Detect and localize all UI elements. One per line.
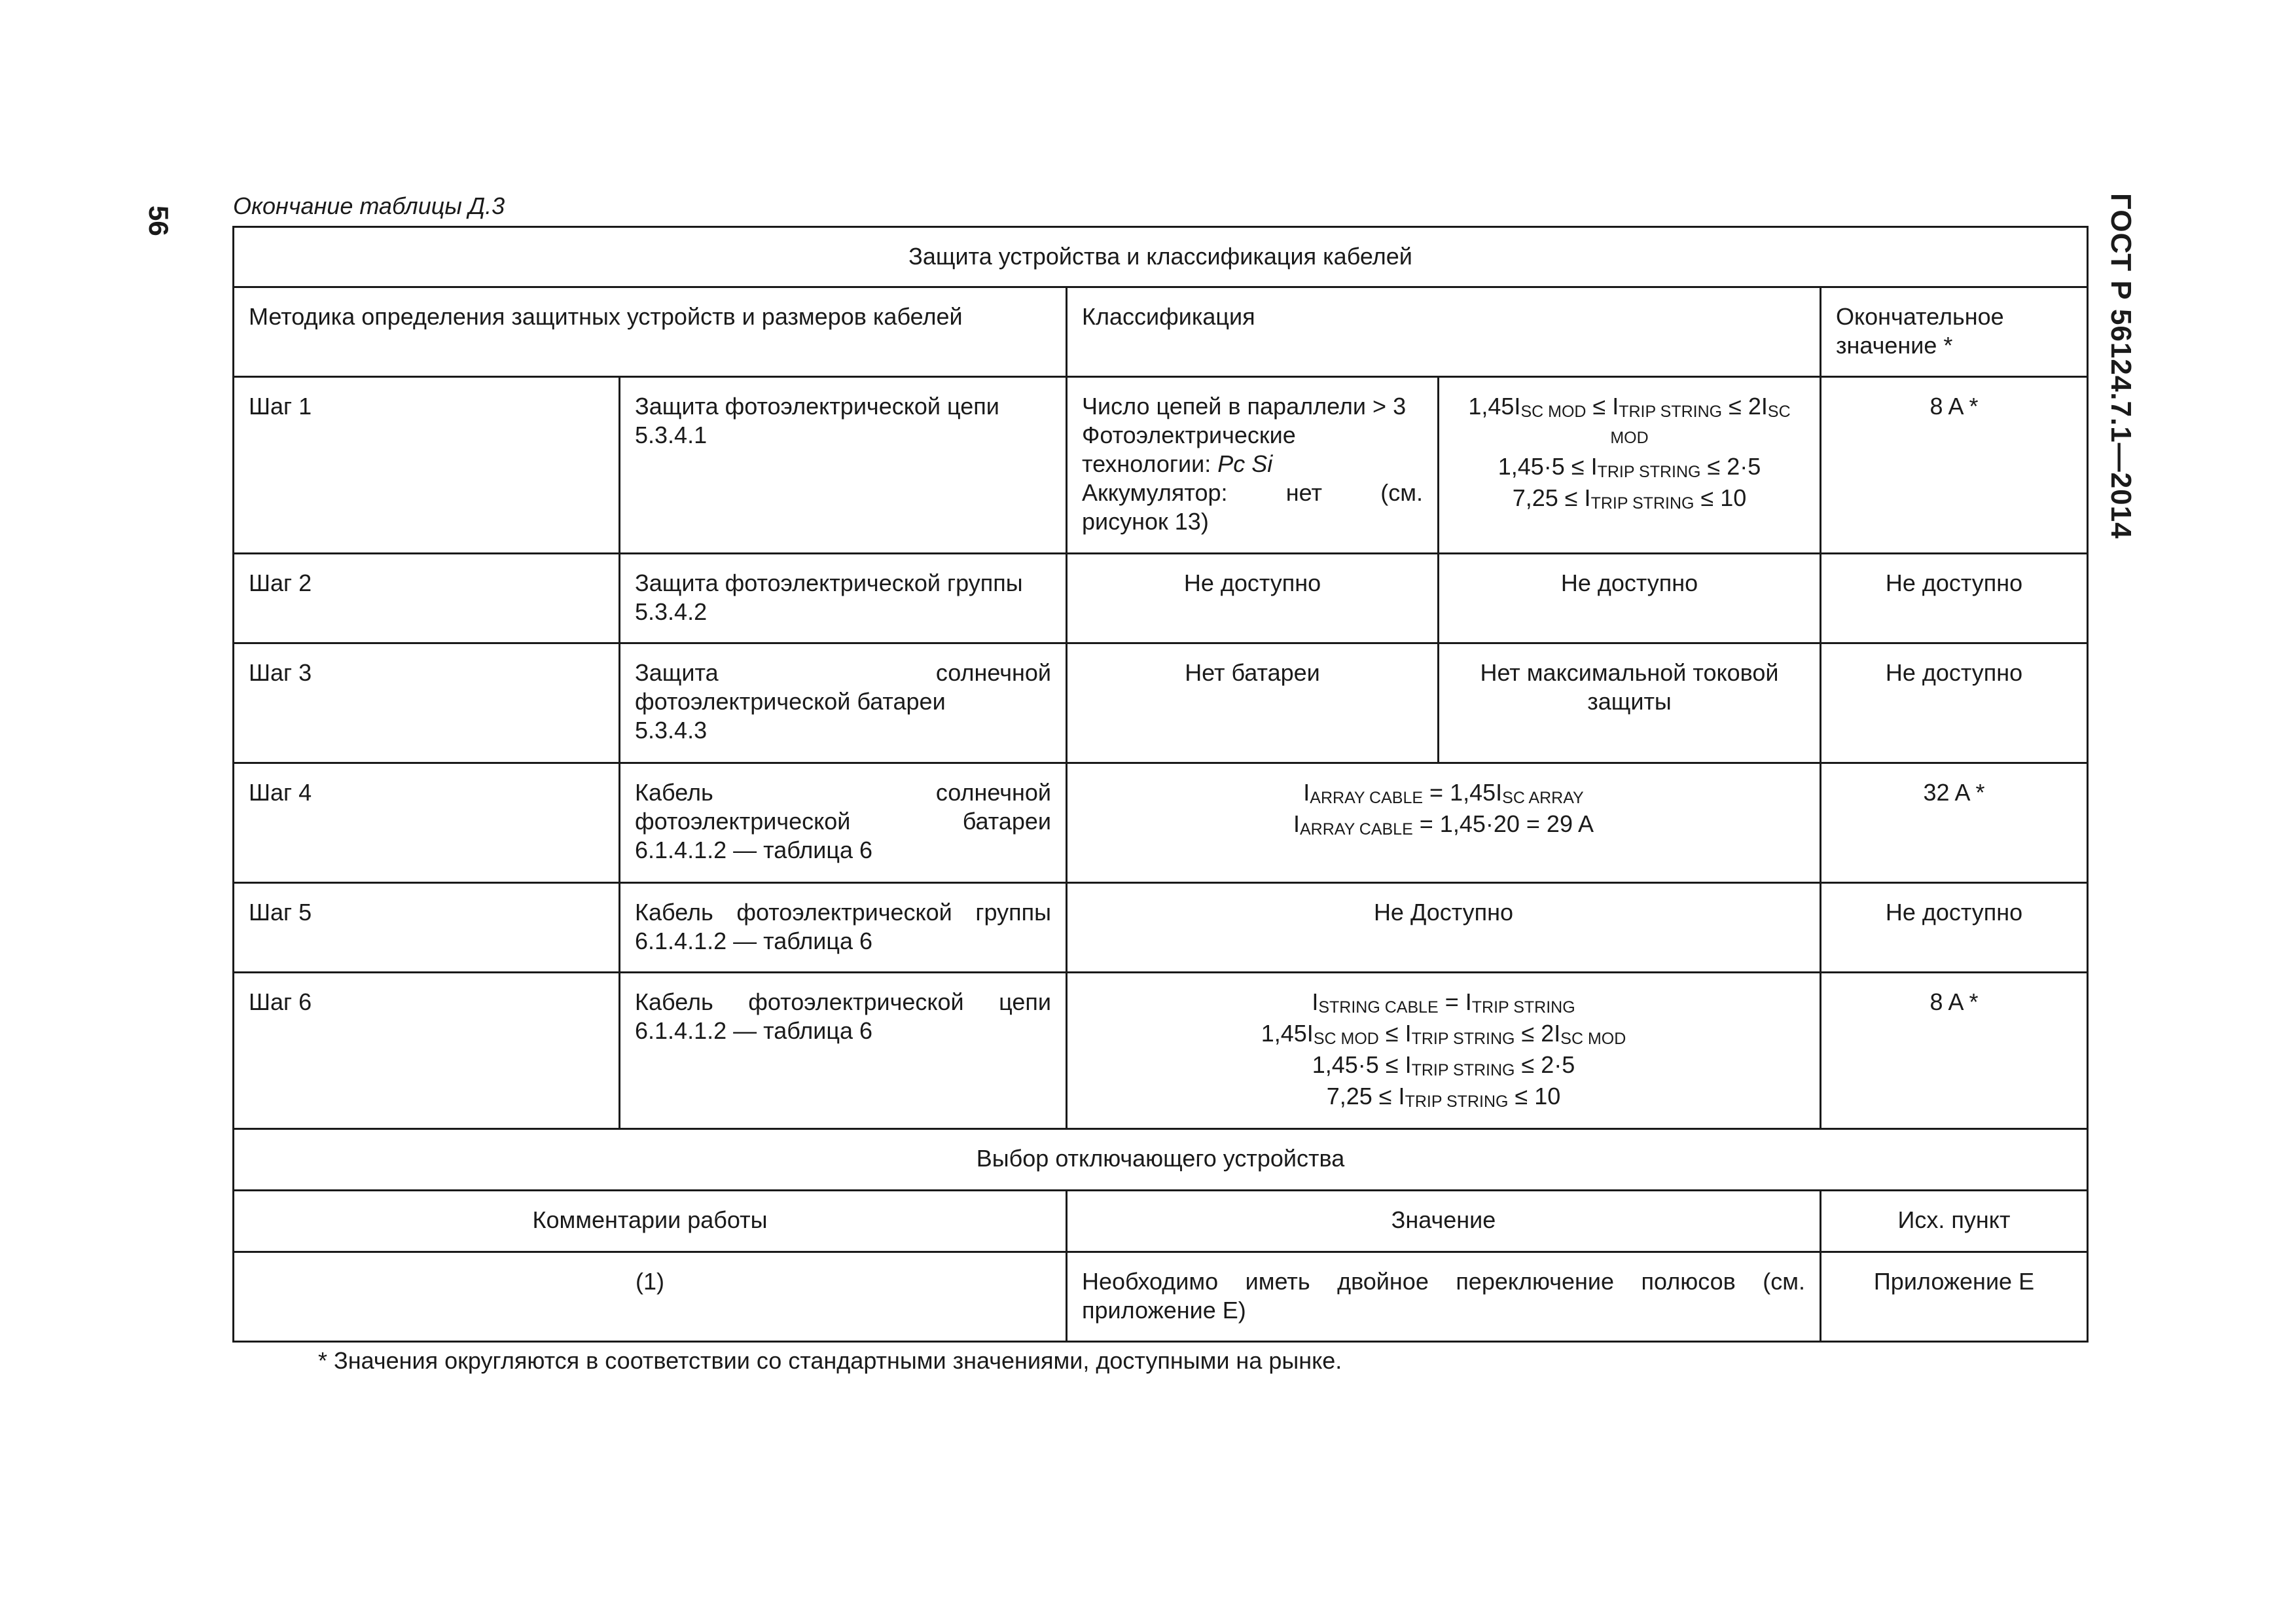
class-word: (см. bbox=[1380, 479, 1423, 506]
header-classification: Классификация bbox=[1067, 287, 1821, 377]
table-row bbox=[234, 973, 2088, 1129]
section-title-row bbox=[234, 227, 2088, 287]
item-ref: 5.3.4.1 bbox=[635, 422, 708, 448]
table-row bbox=[234, 377, 2088, 554]
formula-part: 1,45·5 ≤ I bbox=[1498, 453, 1598, 480]
formula-subscript: TRIP STRING bbox=[1590, 494, 1695, 513]
formula-subscript: ARRAY CABLE bbox=[1300, 820, 1413, 839]
final-value: Не доступно bbox=[1821, 883, 2088, 973]
step-item bbox=[620, 763, 1067, 883]
class-tech: Pc Si bbox=[1217, 450, 1273, 477]
value-word: Необходимо bbox=[1082, 1268, 1219, 1295]
formula-part: 1,45I bbox=[1261, 1020, 1314, 1047]
formula-part: I bbox=[1303, 779, 1310, 806]
formula-part: ≤ I bbox=[1586, 393, 1619, 420]
header-final-value: Окончательное значение * bbox=[1821, 287, 2088, 377]
switch-header-row bbox=[234, 1191, 2088, 1252]
formula-line bbox=[1082, 988, 1805, 1019]
footnote: * Значения округляются в соответствии со стандартными значениями, доступными на рынке. bbox=[318, 1347, 1342, 1374]
formula-subscript: TRIP STRING bbox=[1411, 1030, 1515, 1048]
switch-section-title: Выбор отключающего устройства bbox=[234, 1129, 2088, 1191]
formula-subscript: TRIP STRING bbox=[1411, 1061, 1515, 1079]
item-word: цепи bbox=[999, 988, 1051, 1015]
item-ref: 6.1.4.1.2 — таблица 6 bbox=[635, 837, 873, 863]
formula-part: = 1,45·20 = 29 A bbox=[1412, 810, 1594, 837]
formula-subscript: TRIP STRING bbox=[1471, 998, 1575, 1017]
switch-section-title-row bbox=[234, 1129, 2088, 1191]
item-line bbox=[635, 778, 1051, 807]
step-label: Шаг 6 bbox=[234, 973, 620, 1129]
section-title: Защита устройства и классификация кабелей bbox=[234, 227, 2088, 287]
class-line bbox=[1082, 478, 1423, 507]
formula-line bbox=[1082, 810, 1805, 841]
item-ref: 6.1.4.1.2 — таблица 6 bbox=[635, 1017, 873, 1044]
header-comments: Комментарии работы bbox=[234, 1191, 1067, 1252]
table-row bbox=[234, 643, 2088, 763]
item-word: фотоэлектрической bbox=[635, 808, 851, 835]
formula-subscript: TRIP STRING bbox=[1597, 463, 1701, 481]
ref-cell: Приложение E bbox=[1821, 1252, 2088, 1342]
item-ref: 5.3.4.2 bbox=[635, 598, 708, 625]
formula-line bbox=[1454, 484, 1805, 515]
value-line: приложение E) bbox=[1082, 1297, 1246, 1324]
formula-subscript: SC bbox=[1767, 403, 1791, 421]
item-word: Кабель bbox=[635, 899, 713, 926]
item-line: фотоэлектрической батареи bbox=[635, 688, 946, 715]
formula-cell bbox=[1439, 377, 1821, 554]
classification-cell: Не доступно bbox=[1067, 554, 1439, 643]
value-word: полюсов bbox=[1641, 1268, 1736, 1295]
classification-cell: Нет батареи bbox=[1067, 643, 1439, 763]
formula-cell bbox=[1067, 973, 1821, 1129]
class-line: Число цепей в параллели > 3 bbox=[1082, 393, 1407, 420]
value-line bbox=[1082, 1267, 1805, 1296]
step-label: Шаг 2 bbox=[234, 554, 620, 643]
formula-line bbox=[1454, 392, 1805, 424]
formula-part: = 1,45I bbox=[1423, 779, 1503, 806]
formula-part: ≤ 2·5 bbox=[1515, 1051, 1575, 1078]
value-word: иметь bbox=[1245, 1268, 1310, 1295]
item-word: солнечной bbox=[935, 659, 1051, 686]
formula-part: ≤ I bbox=[1378, 1020, 1412, 1047]
formula-subscript: SC MOD bbox=[1313, 1030, 1379, 1048]
formula-line bbox=[1082, 778, 1805, 810]
header-ref: Исх. пункт bbox=[1821, 1191, 2088, 1252]
item-line bbox=[635, 988, 1051, 1017]
final-value: Не доступно bbox=[1821, 554, 2088, 643]
formula-part: I bbox=[1312, 988, 1319, 1015]
item-word: батареи bbox=[962, 808, 1051, 835]
step-label: Шаг 4 bbox=[234, 763, 620, 883]
header-value: Значение bbox=[1067, 1191, 1821, 1252]
formula-part: 1,45·5 ≤ I bbox=[1312, 1051, 1412, 1078]
table-caption: Окончание таблицы Д.3 bbox=[233, 192, 505, 219]
formula-part: 7,25 ≤ I bbox=[1326, 1083, 1405, 1110]
formula-subscript: TRIP STRING bbox=[1405, 1092, 1509, 1111]
classification-cell: Нет максимальной токовой защиты bbox=[1439, 643, 1821, 763]
item-line bbox=[635, 659, 1051, 687]
item-word: фотоэлектрической bbox=[736, 899, 952, 926]
formula-part: ≤ 2I bbox=[1515, 1020, 1561, 1047]
item-line bbox=[635, 898, 1051, 927]
value-word: переключение bbox=[1456, 1268, 1615, 1295]
item-word: солнечной bbox=[935, 779, 1051, 806]
header-methodology: Методика определения защитных устройств и размеров кабелей bbox=[234, 287, 1067, 377]
header-row bbox=[234, 287, 2088, 377]
formula-part: I bbox=[1293, 810, 1300, 837]
final-value: 8 A * bbox=[1821, 973, 2088, 1129]
item-text: Защита фотоэлектрической группы bbox=[635, 569, 1023, 596]
formula-subscript: SC MOD bbox=[1560, 1030, 1626, 1048]
formula-subscript: STRING CABLE bbox=[1318, 998, 1439, 1017]
formula-subscript: TRIP STRING bbox=[1619, 403, 1723, 421]
item-word: Защита bbox=[635, 659, 719, 686]
classification-cell: Не доступно bbox=[1439, 554, 1821, 643]
formula-part: ≤ 10 bbox=[1508, 1083, 1561, 1110]
formula-line bbox=[1082, 1019, 1805, 1051]
step-item bbox=[620, 883, 1067, 973]
formula-subscript: ARRAY CABLE bbox=[1310, 789, 1424, 807]
formula-cell bbox=[1067, 763, 1821, 883]
value-cell bbox=[1067, 1252, 1821, 1342]
step-label: Шаг 1 bbox=[234, 377, 620, 554]
document-id: ГОСТ Р 56124.7.1—2014 bbox=[2105, 193, 2137, 539]
class-text: технологии: bbox=[1082, 450, 1218, 477]
item-word: фотоэлектрической bbox=[748, 988, 964, 1015]
classification-cell bbox=[1067, 377, 1439, 554]
data-table bbox=[232, 226, 2089, 1343]
table-row bbox=[234, 554, 2088, 643]
table-row bbox=[234, 763, 2088, 883]
class-line bbox=[1082, 450, 1423, 478]
formula-part: 1,45I bbox=[1468, 393, 1521, 420]
comment-cell: (1) bbox=[234, 1252, 1067, 1342]
value-word: двойное bbox=[1337, 1268, 1429, 1295]
formula-line bbox=[1454, 452, 1805, 484]
formula-part: 7,25 ≤ I bbox=[1512, 484, 1591, 511]
table-row bbox=[234, 1252, 2088, 1342]
page-number: 56 bbox=[143, 206, 174, 236]
item-ref: 6.1.4.1.2 — таблица 6 bbox=[635, 928, 873, 954]
formula-line bbox=[1082, 1051, 1805, 1082]
value-word: (см. bbox=[1763, 1268, 1805, 1295]
formula-part: = I bbox=[1438, 988, 1472, 1015]
class-word: нет bbox=[1285, 479, 1322, 506]
formula-part: ≤ 2·5 bbox=[1700, 453, 1761, 480]
step-item bbox=[620, 643, 1067, 763]
class-word: Аккумулятор: bbox=[1082, 479, 1228, 506]
table-row bbox=[234, 883, 2088, 973]
formula-line bbox=[1082, 1082, 1805, 1113]
classification-cell: Не Доступно bbox=[1067, 883, 1821, 973]
formula-part: ≤ 10 bbox=[1694, 484, 1747, 511]
step-item bbox=[620, 973, 1067, 1129]
step-item bbox=[620, 554, 1067, 643]
item-word: Кабель bbox=[635, 779, 713, 806]
class-line: рисунок 13) bbox=[1082, 508, 1209, 535]
item-text: Защита фотоэлектрической цепи bbox=[635, 393, 999, 420]
step-item bbox=[620, 377, 1067, 554]
step-label: Шаг 5 bbox=[234, 883, 620, 973]
formula-subscript-wrap: MOD bbox=[1610, 429, 1649, 447]
formula-part: ≤ 2I bbox=[1722, 393, 1768, 420]
formula-subscript: SC MOD bbox=[1520, 403, 1587, 421]
item-ref: 5.3.4.3 bbox=[635, 717, 708, 744]
item-line bbox=[635, 807, 1051, 836]
item-word: группы bbox=[975, 899, 1051, 926]
class-line: Фотоэлектрические bbox=[1082, 422, 1296, 448]
item-word: Кабель bbox=[635, 988, 713, 1015]
step-label: Шаг 3 bbox=[234, 643, 620, 763]
final-value: 32 A * bbox=[1821, 763, 2088, 883]
final-value: 8 A * bbox=[1821, 377, 2088, 554]
formula-subscript: SC ARRAY bbox=[1502, 789, 1584, 807]
final-value: Не доступно bbox=[1821, 643, 2088, 763]
